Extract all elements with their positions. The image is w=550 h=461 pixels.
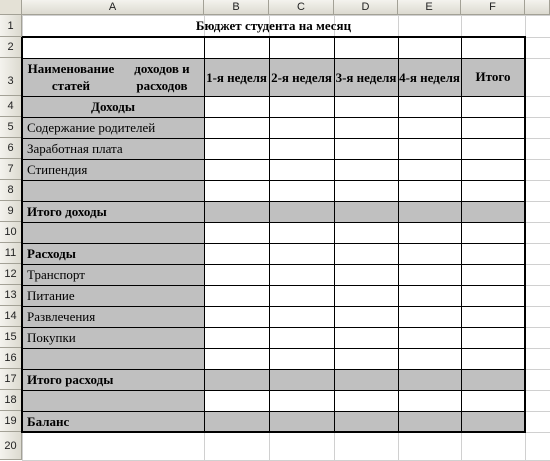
row-header-14[interactable]: 14 (0, 306, 22, 327)
value-cell[interactable] (461, 369, 525, 390)
value-cell[interactable] (204, 411, 269, 432)
border-line (22, 58, 526, 59)
value-cell[interactable] (269, 180, 334, 201)
label-empty[interactable] (22, 348, 204, 369)
column-header-f[interactable]: F (461, 0, 525, 15)
blank-cell[interactable] (269, 37, 334, 58)
border-line (524, 37, 526, 433)
value-cell[interactable] (398, 117, 461, 138)
value-cell[interactable] (398, 390, 461, 411)
border-line (22, 390, 526, 391)
border-line (22, 264, 526, 265)
border-line (461, 37, 462, 433)
value-cell[interactable] (398, 243, 461, 264)
header-name-line2: доходов и расходов (134, 61, 190, 93)
column-header-b[interactable]: B (204, 0, 269, 15)
border-line (22, 411, 526, 412)
row-header-16[interactable]: 16 (0, 348, 22, 369)
value-cell[interactable] (269, 159, 334, 180)
value-cell[interactable] (204, 222, 269, 243)
value-cell[interactable] (334, 264, 398, 285)
value-cell[interactable] (398, 327, 461, 348)
row-header-2[interactable]: 2 (0, 37, 22, 58)
value-cell[interactable] (398, 306, 461, 327)
column-header-g[interactable] (525, 0, 550, 15)
row-header-1[interactable]: 1 (0, 15, 22, 37)
value-cell[interactable] (204, 327, 269, 348)
value-cell[interactable] (334, 201, 398, 222)
value-cell[interactable] (334, 117, 398, 138)
blank-cell[interactable] (204, 37, 269, 58)
value-cell[interactable] (269, 201, 334, 222)
value-cell[interactable] (204, 285, 269, 306)
value-cell[interactable] (334, 327, 398, 348)
blank-cell[interactable] (22, 37, 204, 58)
value-cell[interactable] (269, 222, 334, 243)
value-cell[interactable] (398, 96, 461, 117)
border-line (22, 369, 526, 370)
value-cell[interactable] (461, 306, 525, 327)
value-cell[interactable] (398, 159, 461, 180)
value-cell[interactable] (269, 285, 334, 306)
row-header-9[interactable]: 9 (0, 201, 22, 222)
border-line (22, 327, 526, 328)
row-header-8[interactable]: 8 (0, 180, 22, 201)
value-cell[interactable] (334, 369, 398, 390)
value-cell[interactable] (269, 117, 334, 138)
value-cell[interactable] (269, 390, 334, 411)
value-cell[interactable] (204, 306, 269, 327)
row-header-20[interactable]: 20 (0, 432, 22, 460)
value-cell[interactable] (204, 159, 269, 180)
header-total[interactable]: Итого (461, 58, 525, 96)
label-balance[interactable]: Баланс (22, 411, 204, 432)
label-parents-support[interactable]: Содержание родителей (22, 117, 204, 138)
border-line (22, 243, 526, 244)
header-name-line1: Наименование статей (27, 61, 115, 93)
header-item-name[interactable] (22, 58, 204, 96)
value-cell[interactable] (204, 117, 269, 138)
value-cell[interactable] (398, 138, 461, 159)
value-cell[interactable] (334, 159, 398, 180)
value-cell[interactable] (269, 348, 334, 369)
row-header-7[interactable]: 7 (0, 159, 22, 180)
value-cell[interactable] (461, 285, 525, 306)
value-cell[interactable] (398, 411, 461, 432)
label-purchases[interactable]: Покупки (22, 327, 204, 348)
value-cell[interactable] (334, 285, 398, 306)
blank-cell[interactable] (398, 37, 461, 58)
value-cell[interactable] (461, 138, 525, 159)
value-cell[interactable] (461, 96, 525, 117)
border-line (22, 348, 526, 349)
header-week2[interactable]: 2-я неделя (269, 58, 334, 96)
label-transport[interactable]: Транспорт (22, 264, 204, 285)
label-scholarship[interactable]: Стипендия (22, 159, 204, 180)
border-line (269, 37, 270, 433)
border-line (398, 37, 399, 433)
value-cell[interactable] (204, 96, 269, 117)
value-cell[interactable] (334, 222, 398, 243)
row-header-11[interactable]: 11 (0, 243, 22, 264)
value-cell[interactable] (461, 201, 525, 222)
value-cell[interactable] (204, 243, 269, 264)
label-empty[interactable] (22, 390, 204, 411)
value-cell[interactable] (204, 138, 269, 159)
value-cell[interactable] (269, 96, 334, 117)
label-total-income[interactable]: Итого доходы (22, 201, 204, 222)
value-cell[interactable] (204, 369, 269, 390)
border-line (22, 222, 526, 223)
value-cell[interactable] (398, 222, 461, 243)
border-line (22, 138, 526, 139)
column-header-d[interactable]: D (334, 0, 398, 15)
value-cell[interactable] (269, 327, 334, 348)
row-header-13[interactable]: 13 (0, 285, 22, 306)
value-cell[interactable] (204, 390, 269, 411)
row-header-12[interactable]: 12 (0, 264, 22, 285)
label-total-expenses[interactable]: Итого расходы (22, 369, 204, 390)
border-line (22, 96, 526, 97)
row-header-15[interactable]: 15 (0, 327, 22, 348)
value-cell[interactable] (398, 180, 461, 201)
label-empty[interactable] (22, 222, 204, 243)
value-cell[interactable] (204, 180, 269, 201)
blank-cell[interactable] (334, 37, 398, 58)
border-line (22, 201, 526, 202)
label-entertainment[interactable]: Развлечения (22, 306, 204, 327)
value-cell[interactable] (334, 138, 398, 159)
value-cell[interactable] (334, 390, 398, 411)
value-cell[interactable] (269, 264, 334, 285)
value-cell[interactable] (461, 327, 525, 348)
value-cell[interactable] (204, 348, 269, 369)
border-line (22, 117, 526, 118)
label-food[interactable]: Питание (22, 285, 204, 306)
row-header-3[interactable]: 3 (0, 58, 22, 96)
value-cell[interactable] (269, 411, 334, 432)
value-cell[interactable] (334, 96, 398, 117)
row-header-5[interactable]: 5 (0, 117, 22, 138)
value-cell[interactable] (398, 264, 461, 285)
row-header-4[interactable]: 4 (0, 96, 22, 117)
value-cell[interactable] (269, 369, 334, 390)
value-cell[interactable] (461, 264, 525, 285)
value-cell[interactable] (461, 348, 525, 369)
header-week3[interactable]: 3-я неделя (334, 58, 398, 96)
border-line (22, 431, 526, 433)
row-header-19[interactable]: 19 (0, 411, 22, 432)
border-line (22, 36, 526, 38)
value-cell[interactable] (269, 306, 334, 327)
value-cell[interactable] (334, 348, 398, 369)
value-cell[interactable] (461, 159, 525, 180)
value-cell[interactable] (398, 201, 461, 222)
value-cell[interactable] (398, 348, 461, 369)
value-cell[interactable] (334, 411, 398, 432)
value-cell[interactable] (334, 306, 398, 327)
value-cell[interactable] (334, 180, 398, 201)
blank-cell[interactable] (461, 37, 525, 58)
row-header-17[interactable]: 17 (0, 369, 22, 390)
label-empty[interactable] (22, 180, 204, 201)
label-expenses[interactable]: Расходы (22, 243, 204, 264)
value-cell[interactable] (461, 222, 525, 243)
border-line (22, 159, 526, 160)
value-cell[interactable] (461, 117, 525, 138)
value-cell[interactable] (334, 243, 398, 264)
border-line (22, 285, 526, 286)
header-week4[interactable]: 4-я неделя (398, 58, 461, 96)
column-header-c[interactable]: C (269, 0, 334, 15)
row-header-18[interactable]: 18 (0, 390, 22, 411)
value-cell[interactable] (461, 180, 525, 201)
value-cell[interactable] (269, 138, 334, 159)
column-header-e[interactable]: E (398, 0, 461, 15)
header-week1[interactable]: 1-я неделя (204, 58, 269, 96)
border-line (22, 180, 526, 181)
value-cell[interactable] (461, 243, 525, 264)
border-line (334, 37, 335, 433)
value-cell[interactable] (204, 264, 269, 285)
value-cell[interactable] (269, 243, 334, 264)
select-all-corner[interactable] (0, 0, 22, 15)
column-header-a[interactable]: A (22, 0, 204, 15)
sheet-title[interactable]: Бюджет студента на месяц (195, 18, 352, 33)
label-income[interactable]: Доходы (22, 96, 204, 117)
row-header-6[interactable]: 6 (0, 138, 22, 159)
border-line (21, 37, 23, 433)
value-cell[interactable] (398, 285, 461, 306)
value-cell[interactable] (461, 390, 525, 411)
value-cell[interactable] (204, 201, 269, 222)
label-salary[interactable]: Заработная плата (22, 138, 204, 159)
value-cell[interactable] (398, 369, 461, 390)
border-line (22, 306, 526, 307)
border-line (204, 37, 205, 433)
value-cell[interactable] (461, 411, 525, 432)
row-header-10[interactable]: 10 (0, 222, 22, 243)
